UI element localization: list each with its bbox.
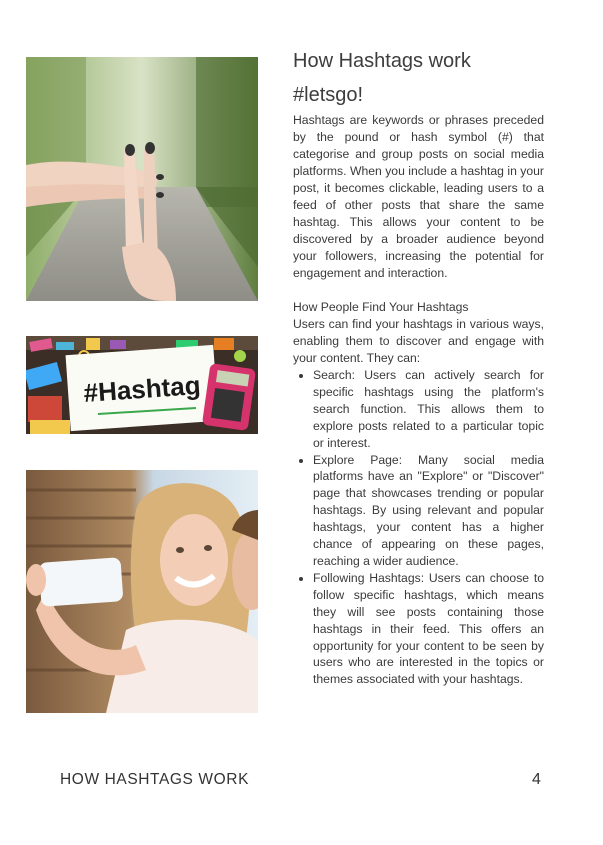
- intro-paragraph: Hashtags are keywords or phrases preceded by the pound or hash symbol (#) that categorise and group posts on social media platforms. When you include a hashtag in your post, it becomes clickable, leading users to a feed of other posts that share the same hashtag. This allows your content to be discovered by a broader audience beyond your followers, increasing the potential for engagement and interaction.: [293, 113, 544, 280]
- hands-hashtag-photo: [26, 57, 258, 301]
- section-subheading: How People Find Your Hashtags: [293, 300, 469, 314]
- article-content: [293, 44, 544, 688]
- selfie-woman-photo: [26, 470, 258, 713]
- bullet-following-hashtags: • Following Hashtags: Users can choose to follow specific hashtags, which means they will see posts containing those hashtags in their feed. This offers an opportunity for your content to be seen by users who are interested in the topics or themes associated with your hashtags.: [313, 570, 544, 688]
- bullet-search: • Search: Users can actively search for specific hashtags using the platform's search function. This allows them to explore posts related to a particular topic or interest.: [313, 367, 544, 452]
- hashtag-sign-photo: [26, 336, 258, 434]
- subsection-intro: Users can find your hashtags in various ways, enabling them to discover and engage with your content. They can:: [293, 317, 544, 365]
- page-number: 4: [532, 771, 541, 788]
- bullet-list: [293, 367, 544, 688]
- footer-title: HOW HASHTAGS WORK: [60, 771, 250, 788]
- bullet-explore-page: • Explore Page: Many social media platforms have an "Explore" or "Discover" page that showcases trending or popular hashtags. By using relevant and popular hashtags, your content has a higher chance of appearing on these pages, reaching a wider audience.: [313, 452, 544, 570]
- title-line-1: How Hashtags work: [293, 50, 471, 72]
- page-title: [293, 44, 544, 112]
- title-line-2: #letsgo!: [293, 84, 364, 106]
- hashtag-sign-text: #Hashtag: [82, 369, 202, 409]
